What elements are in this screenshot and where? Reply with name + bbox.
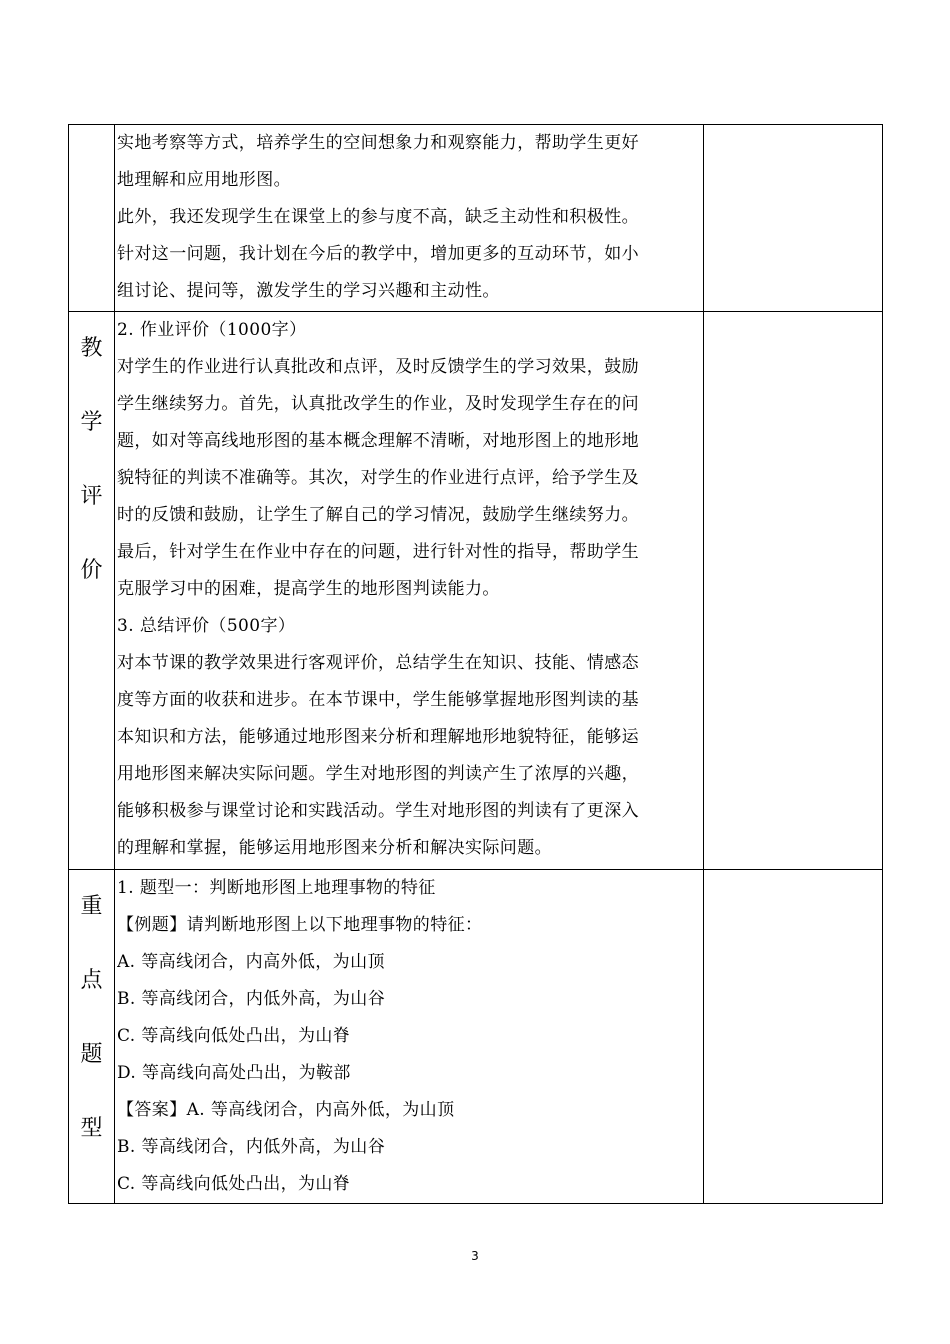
text-line: 时的反馈和鼓励，让学生了解自己的学习情况，鼓励学生继续努力。 bbox=[117, 505, 639, 525]
text-line: 克服学习中的困难，提高学生的地形图判读能力。 bbox=[117, 579, 500, 599]
row-label-char: 重 bbox=[80, 894, 103, 919]
table-row bbox=[69, 870, 883, 1204]
row-label-char: 教 bbox=[80, 336, 103, 361]
row-label-cell bbox=[69, 870, 115, 1204]
text-line: 最后，针对学生在作业中存在的问题，进行针对性的指导，帮助学生 bbox=[117, 542, 639, 562]
option-a: A. 等高线闭合，内高外低，为山顶 bbox=[117, 952, 385, 972]
answer-line: B. 等高线闭合，内低外高，为山谷 bbox=[117, 1137, 386, 1157]
text-line: 对本节课的教学效果进行客观评价，总结学生在知识、技能、情感态 bbox=[117, 653, 639, 673]
content-cell bbox=[115, 312, 704, 870]
content-cell bbox=[115, 125, 704, 312]
row-label-char: 型 bbox=[80, 1116, 103, 1141]
example-question: 【例题】请判断地形图上以下地理事物的特征： bbox=[117, 915, 483, 935]
row-label-char: 价 bbox=[80, 558, 103, 583]
lesson-table bbox=[68, 124, 883, 1204]
text-line: 组讨论、提问等，激发学生的学习兴趣和主动性。 bbox=[117, 281, 500, 301]
text-line: 此外，我还发现学生在课堂上的参与度不高，缺乏主动性和积极性。 bbox=[117, 207, 639, 227]
text-line: 题，如对等高线地形图的基本概念理解不清晰，对地形图上的地形地 bbox=[117, 431, 639, 451]
text-line: 针对这一问题，我计划在今后的教学中，增加更多的互动环节，如小 bbox=[117, 244, 639, 264]
row-label-cell bbox=[69, 312, 115, 870]
text-line: 实地考察等方式，培养学生的空间想象力和观察能力，帮助学生更好 bbox=[117, 133, 639, 153]
section-heading: 1. 题型一：判断地形图上地理事物的特征 bbox=[117, 878, 436, 898]
text-line: 用地形图来解决实际问题。学生对地形图的判读产生了浓厚的兴趣， bbox=[117, 764, 639, 784]
notes-cell bbox=[704, 312, 883, 870]
answer-line: C. 等高线向低处凸出，为山脊 bbox=[117, 1174, 351, 1194]
notes-cell bbox=[704, 870, 883, 1204]
table-row bbox=[69, 312, 883, 870]
text-line: 学生继续努力。首先，认真批改学生的作业，及时发现学生存在的问 bbox=[117, 394, 639, 414]
row-label-char: 学 bbox=[80, 410, 103, 435]
row-label-char: 评 bbox=[80, 484, 103, 509]
table-row bbox=[69, 125, 883, 312]
text-line: 的理解和掌握，能够运用地形图来分析和解决实际问题。 bbox=[117, 838, 552, 858]
text-line: 能够积极参与课堂讨论和实践活动。学生对地形图的判读有了更深入 bbox=[117, 801, 639, 821]
option-d: D. 等高线向高处凸出，为鞍部 bbox=[117, 1063, 351, 1083]
text-line: 貌特征的判读不准确等。其次，对学生的作业进行点评，给予学生及 bbox=[117, 468, 639, 488]
text-line: 度等方面的收获和进步。在本节课中，学生能够掌握地形图判读的基 bbox=[117, 690, 639, 710]
option-b: B. 等高线闭合，内低外高，为山谷 bbox=[117, 989, 386, 1009]
section-heading: 2. 作业评价（1000字） bbox=[117, 320, 307, 340]
notes-cell bbox=[704, 125, 883, 312]
text-line: 对学生的作业进行认真批改和点评，及时反馈学生的学习效果，鼓励 bbox=[117, 357, 639, 377]
row-label-char: 题 bbox=[80, 1042, 103, 1067]
text-line: 本知识和方法，能够通过地形图来分析和理解地形地貌特征，能够运 bbox=[117, 727, 639, 747]
section-heading: 3. 总结评价（500字） bbox=[117, 616, 296, 636]
option-c: C. 等高线向低处凸出，为山脊 bbox=[117, 1026, 351, 1046]
row-label-cell bbox=[69, 125, 115, 312]
content-cell bbox=[115, 870, 704, 1204]
page-number: 3 bbox=[471, 1249, 479, 1263]
row-label-char: 点 bbox=[80, 968, 103, 993]
answer-line: 【答案】A. 等高线闭合，内高外低，为山顶 bbox=[117, 1100, 455, 1120]
text-line: 地理解和应用地形图。 bbox=[117, 170, 291, 190]
